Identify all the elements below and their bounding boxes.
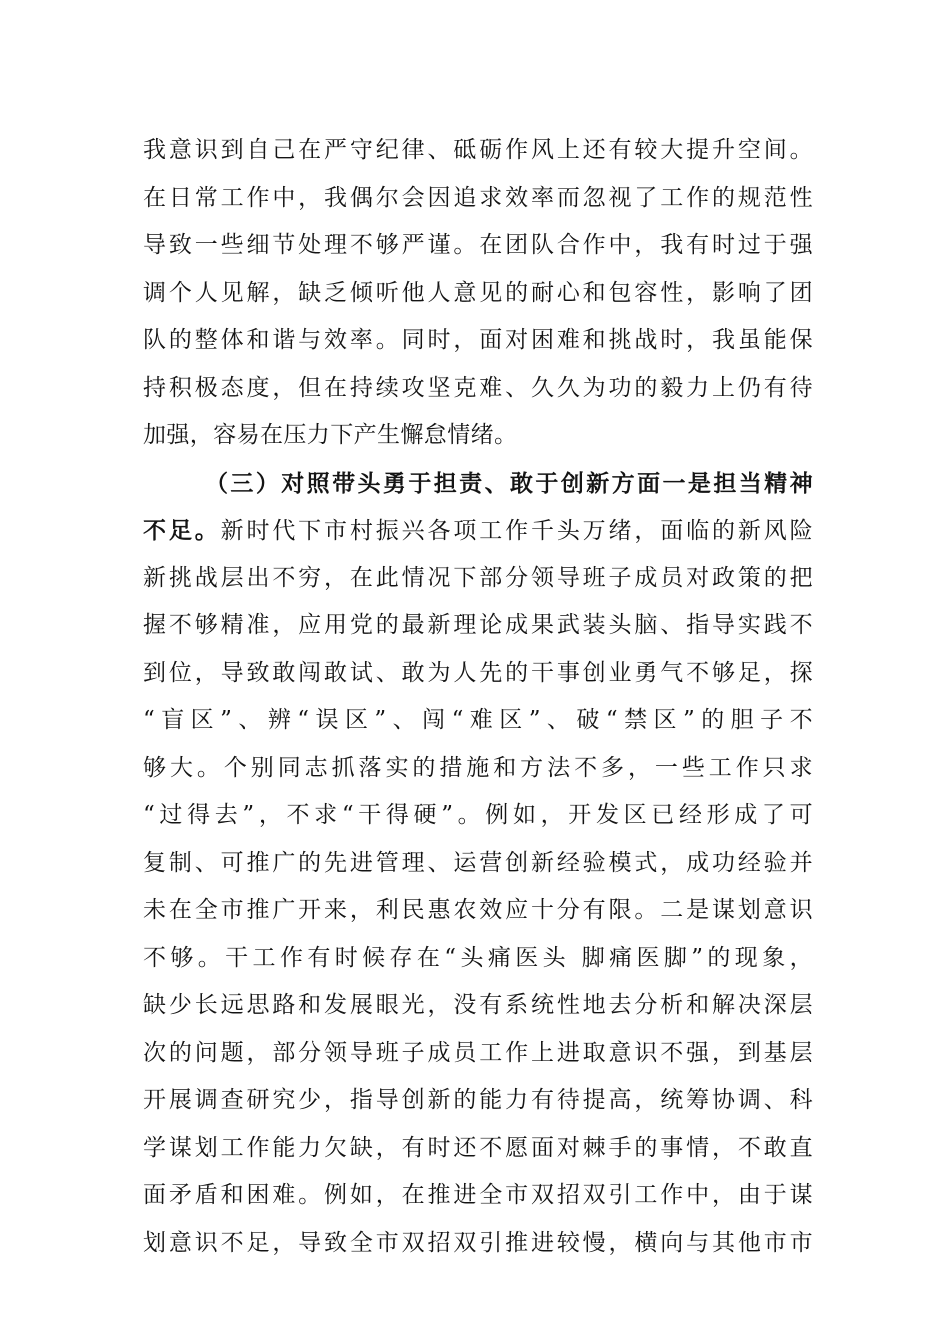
- text-line: 新挑战层出不穷，在此情况下部分领导班子成员对政策的把: [143, 564, 813, 591]
- text-line: 不够。干工作有时候存在“头痛医头 脚痛医脚”的现象，: [143, 944, 813, 971]
- text-line: 面矛盾和困难。例如，在推进全市双招双引工作中，由于谋: [143, 1182, 813, 1208]
- text-line: 够大。个别同志抓落实的措施和方法不多，一些工作只求: [143, 754, 813, 781]
- text-line: 开展调查研究少，指导创新的能力有待提高，统筹协调、科: [143, 1087, 813, 1113]
- document-body: [143, 127, 813, 1267]
- text-line: [143, 507, 813, 555]
- text-line: 队的整体和谐与效率。同时，面对困难和挑战时，我虽能保: [143, 327, 813, 353]
- text-line: 学谋划工作能力欠缺，有时还不愿面对棘手的事情，不敢直: [143, 1134, 813, 1161]
- text-line: 到位，导致敢闯敢试、敢为人先的干事创业勇气不够足，探: [143, 659, 813, 686]
- text-line: “过得去”，不求“干得硬”。例如，开发区已经形成了可: [143, 802, 813, 828]
- text-line: 缺少长远思路和发展眼光，没有系统性地去分析和解决深层: [143, 992, 813, 1018]
- text-line: 我意识到自己在严守纪律、砥砺作风上还有较大提升空间。: [143, 137, 813, 163]
- text-line: 握不够精准，应用党的最新理论成果武装头脑、指导实践不: [143, 612, 813, 638]
- text-line: 在日常工作中，我偶尔会因追求效率而忽视了工作的规范性: [143, 184, 813, 211]
- text-line: 导致一些细节处理不够严谨。在团队合作中，我有时过于强: [143, 232, 813, 258]
- text-line: 调个人见解，缺乏倾听他人意见的耐心和包容性，影响了团: [143, 279, 813, 306]
- text-line: 次的问题，部分领导班子成员工作上进取意识不强，到基层: [143, 1039, 813, 1066]
- text-line: 持积极态度，但在持续攻坚克难、久久为功的毅力上仍有待: [143, 374, 813, 401]
- text-line: 未在全市推广开来，利民惠农效应十分有限。二是谋划意识: [143, 897, 813, 923]
- text-line: “盲区”、辨“误区”、闯“难区”、破“禁区”的胆子不: [143, 707, 813, 733]
- text-line: 划意识不足，导致全市双招双引推进较慢，横向与其他市市: [143, 1229, 813, 1256]
- text-line: 加强，容易在压力下产生懈怠情绪。: [143, 422, 518, 448]
- text-segment: 新时代下市村振兴各项工作千头万绪，面临的新风险: [220, 518, 813, 544]
- text-line: 复制、可推广的先进管理、运营创新经验模式，成功经验并: [143, 849, 813, 876]
- section-heading-tail: 不足。: [143, 517, 221, 544]
- section-heading: （三）对照带头勇于担责、敢于创新方面一是担当精神: [205, 469, 813, 497]
